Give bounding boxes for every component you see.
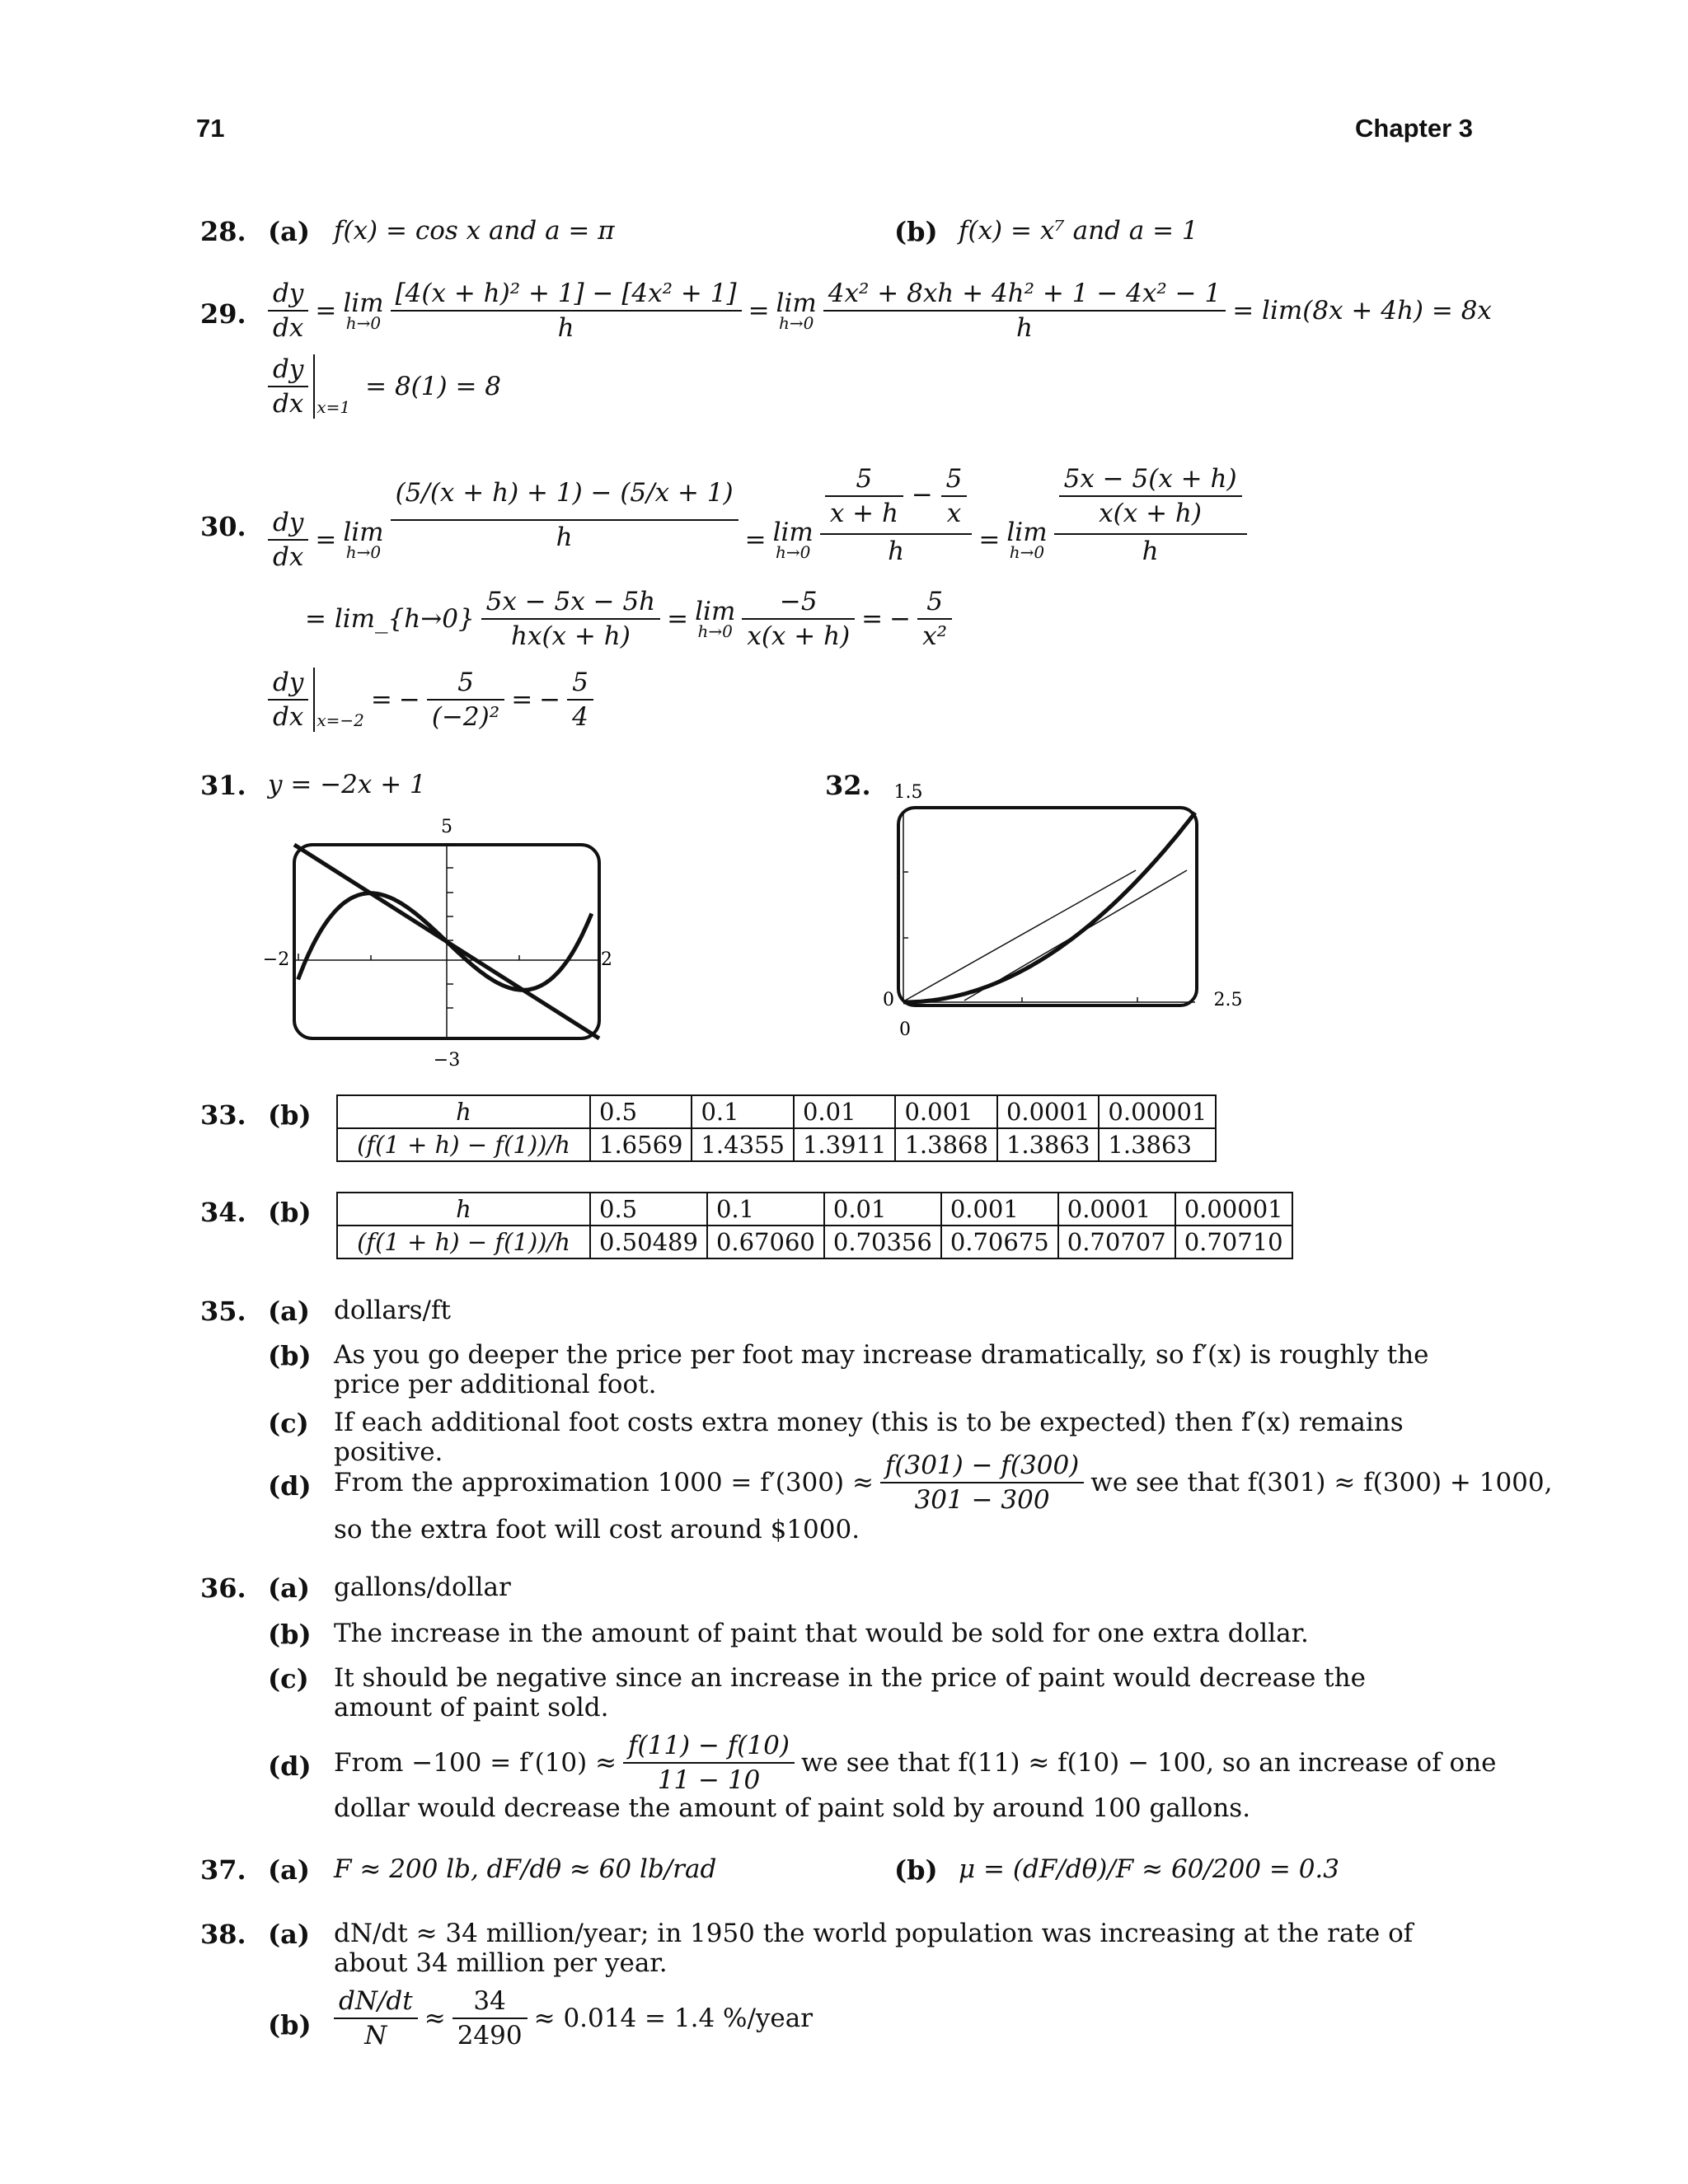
math-term: we see that f(11) ≈ f(10) − 100, so an increase of one — [800, 1748, 1497, 1778]
math-term: h — [556, 523, 573, 552]
math-term: x² — [922, 621, 948, 651]
math-term: x(x + h) — [1099, 499, 1202, 528]
math-term: h→0 — [778, 313, 814, 333]
math-term — [268, 354, 315, 419]
table-cell: 0.70356 — [824, 1226, 941, 1258]
math-term: x + h — [829, 499, 898, 528]
part-label: (a) — [268, 216, 311, 247]
part-label: (c) — [268, 1408, 309, 1439]
math-term: 5 — [917, 587, 952, 620]
table-cell: h — [337, 1193, 590, 1226]
table-cell: 0.70675 — [941, 1226, 1058, 1258]
math-term: = — [315, 525, 337, 555]
approximation-line — [334, 1731, 1503, 1795]
part-label: (b) — [268, 1619, 312, 1650]
approximation-line — [334, 1451, 1559, 1515]
answer-text: dollar would decrease the amount of paint sold by around 100 gallons. — [334, 1793, 1251, 1823]
fraction — [623, 1731, 795, 1795]
problem-number: 29. — [200, 298, 246, 330]
table-cell: 1.3863 — [1099, 1128, 1216, 1161]
expanded-quotient — [823, 279, 1226, 343]
math-term: f(11) − f(10) — [623, 1731, 795, 1764]
part-label: (a) — [268, 1296, 311, 1327]
problem-number: 34. — [200, 1197, 246, 1228]
table-row — [337, 1128, 1216, 1161]
answer-text: If each additional foot costs extra money (this is to be expected) then f′(x) remains positive. — [334, 1408, 1404, 1467]
math-term: dy — [268, 279, 308, 312]
answer-text: F ≈ 200 lb, dF/dθ ≈ 60 lb/rad — [334, 1854, 717, 1884]
answer-text: f(x) = cos x and a = π — [334, 216, 615, 246]
table-cell: 0.001 — [895, 1095, 996, 1128]
math-term — [820, 464, 973, 535]
math-term: lim — [1006, 518, 1048, 547]
equation-line — [268, 458, 1254, 572]
problem-number: 35. — [200, 1296, 246, 1327]
fraction — [334, 1986, 418, 2050]
math-term: [4(x + h)² + 1] − [4x² + 1] — [391, 279, 742, 312]
fraction — [917, 587, 952, 651]
x-min-label: −2 — [262, 949, 290, 970]
part-label: (b) — [268, 1099, 312, 1131]
math-term: hx(x + h) — [511, 621, 631, 651]
math-term: 5 — [941, 464, 968, 497]
math-term: h→0 — [697, 621, 733, 641]
math-term — [1054, 464, 1247, 535]
answer-text: μ = (dF/dθ)/F ≈ 60/200 = 0.3 — [959, 1854, 1340, 1884]
part-label: (a) — [268, 1572, 311, 1604]
math-term — [695, 599, 735, 639]
y-max-label: 1.5 — [893, 782, 923, 803]
math-term — [343, 288, 384, 333]
equation-line — [268, 279, 1498, 343]
math-term: lim — [772, 518, 814, 547]
values-table-33 — [336, 1094, 1217, 1162]
math-term: = — [511, 685, 533, 715]
table-cell: 1.3868 — [895, 1128, 996, 1161]
math-term: −5 — [742, 587, 855, 620]
math-term: 5 — [567, 668, 593, 701]
table-cell: 0.001 — [941, 1193, 1058, 1226]
math-term: lim — [695, 597, 736, 626]
math-term: − — [398, 685, 420, 715]
math-term: dx — [273, 313, 304, 343]
combined-quotient — [1054, 464, 1247, 566]
answer-text: f(x) = x⁷ and a = 1 — [959, 216, 1198, 246]
math-term: x=−2 — [316, 710, 364, 730]
math-term: h — [1142, 537, 1159, 566]
math-term: = — [748, 296, 770, 326]
page-number: 71 — [196, 114, 225, 143]
x-max-label: 2.5 — [1213, 990, 1243, 1010]
part-label: (b) — [894, 1854, 938, 1886]
values-table-34 — [336, 1192, 1293, 1259]
math-term: 301 − 300 — [914, 1485, 1050, 1515]
fraction — [825, 464, 903, 528]
math-term: 5x − 5x − 5h — [481, 587, 660, 620]
table-cell: 0.00001 — [1175, 1193, 1292, 1226]
fraction — [742, 587, 855, 651]
math-term: x=1 — [316, 397, 351, 417]
math-term: − — [911, 480, 933, 510]
part-label: (b) — [268, 1197, 312, 1228]
tangent-line — [964, 870, 1187, 1001]
math-term — [1006, 520, 1047, 560]
math-term: h→0 — [345, 313, 382, 333]
chapter-heading: Chapter 3 — [1355, 114, 1473, 143]
x-max-label: 2 — [601, 949, 612, 970]
fraction — [268, 508, 308, 572]
table-cell: 0.67060 — [707, 1226, 824, 1258]
math-term: − — [889, 604, 912, 634]
table-cell: (f(1 + h) − f(1))/h — [337, 1128, 590, 1161]
math-term: h — [888, 537, 905, 566]
fraction — [268, 354, 308, 419]
math-term: 5x − 5(x + h) — [1059, 464, 1242, 497]
secant-line — [905, 870, 1136, 1001]
table-cell: 0.50489 — [590, 1226, 707, 1258]
fraction — [880, 1451, 1084, 1515]
math-term: dy — [268, 354, 308, 387]
table-cell: 0.70710 — [1175, 1226, 1292, 1258]
math-term: x — [946, 499, 962, 528]
answer-text: y = −2x + 1 — [268, 770, 426, 799]
part-label: (a) — [268, 1919, 311, 1950]
difference-quotient — [391, 279, 742, 343]
math-term: 11 − 10 — [657, 1765, 761, 1795]
answer-text: As you go deeper the price per foot may increase dramatically, so f′(x) is roughly the price per additional foot. — [334, 1340, 1429, 1399]
math-term: (−2)² — [431, 702, 500, 732]
math-term — [773, 520, 814, 560]
table-cell: h — [337, 1095, 590, 1128]
y-min-label: 0 — [899, 1019, 911, 1040]
derivative-symbol — [268, 279, 308, 343]
table-row — [337, 1226, 1292, 1258]
fraction — [427, 668, 504, 732]
table-cell: 1.3863 — [997, 1128, 1099, 1161]
math-term: h — [557, 313, 574, 343]
math-term: ≈ 0.014 = 1.4 %/year — [533, 2004, 814, 2033]
table-cell: (f(1 + h) − f(1))/h — [337, 1226, 590, 1258]
function-curve — [903, 813, 1195, 1002]
math-term — [268, 668, 315, 732]
problem-number: 38. — [200, 1919, 246, 1950]
nested-quotient — [820, 464, 973, 566]
part-label: (c) — [268, 1663, 309, 1694]
math-term — [776, 288, 817, 333]
math-term: 34 — [452, 1986, 528, 2019]
table-cell: 0.1 — [692, 1095, 793, 1128]
part-label: (b) — [268, 2009, 312, 2041]
problem-number: 36. — [200, 1572, 246, 1604]
math-term: − — [539, 685, 561, 715]
part-label: (b) — [268, 1340, 312, 1371]
table-cell: 0.5 — [590, 1095, 692, 1128]
evaluation-line — [268, 668, 600, 732]
math-term: From the approximation 1000 = f′(300) ≈ — [334, 1468, 874, 1497]
math-term: dx — [273, 389, 304, 419]
math-term: N — [364, 2021, 387, 2050]
y-min-label: −3 — [433, 1050, 461, 1071]
problem-number: 33. — [200, 1099, 246, 1131]
graph-32 — [874, 773, 1253, 1045]
evaluation-line — [268, 354, 508, 419]
math-term: dx — [273, 542, 304, 572]
math-term: dy — [268, 668, 308, 701]
table-cell: 0.5 — [590, 1193, 707, 1226]
math-term: h→0 — [1009, 542, 1045, 562]
math-term: = — [315, 296, 337, 326]
evaluation-result: = 8(1) = 8 — [365, 372, 501, 401]
math-term: 2490 — [457, 2021, 523, 2050]
fraction — [481, 587, 660, 651]
math-term: = — [978, 525, 1001, 555]
answer-text: It should be negative since an increase in the price of paint would decrease the amount of paint sold. — [334, 1663, 1366, 1722]
math-term: x(x + h) — [747, 621, 851, 651]
math-term: ≈ — [424, 2004, 446, 2033]
math-term: = — [370, 685, 392, 715]
difference-quotient — [391, 478, 738, 552]
answer-text: dollars/ft — [334, 1296, 451, 1325]
axes — [903, 813, 1195, 1002]
table-cell: 0.70707 — [1058, 1226, 1175, 1258]
math-term: h — [1016, 313, 1033, 343]
math-term: 5 — [427, 668, 504, 701]
math-term: h→0 — [776, 542, 811, 562]
table-cell: 0.00001 — [1099, 1095, 1216, 1128]
viewing-window — [898, 808, 1197, 1005]
problem-number: 31. — [200, 770, 246, 801]
part-label: (d) — [268, 1750, 312, 1782]
math-term: 4 — [572, 702, 588, 732]
problem-number: 32. — [825, 770, 871, 801]
math-term: = lim_{h→0} — [305, 604, 475, 634]
graph-31 — [256, 812, 618, 1076]
rate-equation — [334, 1986, 819, 2050]
answer-text: so the extra foot will cost around $1000. — [334, 1515, 860, 1544]
answer-text: gallons/dollar — [334, 1572, 511, 1602]
table-cell: 0.01 — [794, 1095, 895, 1128]
limit-result: = lim(8x + 4h) = 8x — [1232, 296, 1492, 326]
part-label: (b) — [894, 216, 938, 247]
table-cell: 1.4355 — [692, 1128, 793, 1161]
table-cell: 0.0001 — [997, 1095, 1099, 1128]
table-cell: 0.0001 — [1058, 1193, 1175, 1226]
math-term: h→0 — [345, 542, 382, 562]
math-term: dy — [268, 508, 308, 541]
fraction — [268, 668, 308, 732]
x-min-label: 0 — [883, 990, 894, 1010]
table-cell: 1.6569 — [590, 1128, 692, 1161]
problem-number: 30. — [200, 511, 246, 542]
math-term: lim — [776, 288, 817, 318]
math-term: From −100 = f′(10) ≈ — [334, 1748, 617, 1778]
table-cell: 0.01 — [824, 1193, 941, 1226]
math-term: dN/dt — [334, 1986, 418, 2019]
math-term: (5/(x + h) + 1) − (5/x + 1) — [391, 478, 738, 521]
table-cell: 0.1 — [707, 1193, 824, 1226]
table-row — [337, 1193, 1292, 1226]
fraction — [452, 1986, 528, 2050]
math-term: = — [861, 604, 884, 634]
fraction — [941, 464, 968, 528]
math-term: 5 — [825, 464, 903, 497]
part-label: (a) — [268, 1854, 311, 1886]
part-label: (d) — [268, 1470, 312, 1502]
y-max-label: 5 — [441, 817, 452, 837]
fraction — [1059, 464, 1242, 528]
math-term: 4x² + 8xh + 4h² + 1 − 4x² − 1 — [823, 279, 1226, 312]
math-term: lim — [343, 518, 384, 547]
table-cell: 1.3911 — [794, 1128, 895, 1161]
equation-line — [305, 587, 959, 651]
axis-ticks — [903, 872, 1137, 1002]
answer-text: dN/dt ≈ 34 million/year; in 1950 the world population was increasing at the rate of about 34 million per year. — [334, 1919, 1414, 1978]
table-row — [337, 1095, 1216, 1128]
math-term: f(301) − f(300) — [880, 1451, 1084, 1483]
answer-text: The increase in the amount of paint that would be sold for one extra dollar. — [334, 1619, 1309, 1648]
problem-number: 28. — [200, 216, 246, 247]
math-term: we see that f(301) ≈ f(300) + 1000, — [1090, 1468, 1553, 1497]
problem-number: 37. — [200, 1854, 246, 1886]
fraction — [567, 668, 593, 732]
math-term: dx — [273, 702, 304, 732]
math-term: = — [667, 604, 689, 634]
math-term: lim — [343, 288, 384, 318]
math-term — [343, 520, 383, 560]
math-term: = — [744, 525, 767, 555]
